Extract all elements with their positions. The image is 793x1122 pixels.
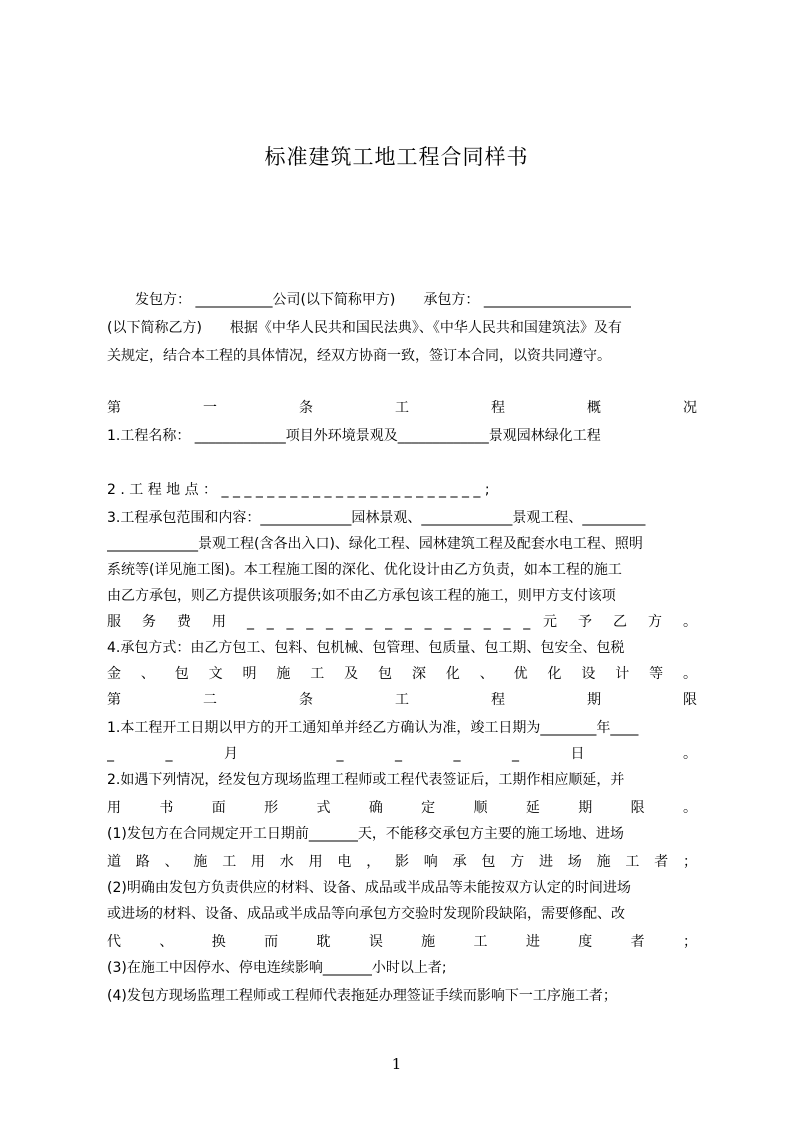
paragraph-line: 2 . 工 程 地 点 ： _ _ _ _ _ _ _ _ _ _ _ _ _ _ _ _ _ _ _ _ _ _ _ ;: [107, 482, 490, 498]
paragraph-line: _ _ 月 _ _ _ _ 日 。: [107, 746, 697, 762]
paragraph-line: 关规定，结合本工程的具体情况，经双方协商一致，签订本合同，以资共同遵守。: [107, 348, 611, 364]
paragraph-line: 金 、 包 文 明 施 工 及 包 深 化 、 优 化 设 计 等 。: [107, 666, 697, 682]
paragraph-line: 服 务 费 用 _ _ _ _ _ _ _ _ _ _ _ _ _ _ _ 元 予 乙 方 。: [107, 614, 697, 630]
paragraph-line: 道 路 、 施 工 用 水 用 电 ， 影 响 承 包 方 进 场 施 工 者 ；: [107, 854, 697, 870]
paragraph-line: 4.承包方式：由乙方包工、包料、包机械、包管理、包质量、包工期、包安全、包税: [107, 640, 625, 656]
paragraph-line: (以下简称乙方) 根据《中华人民共和国民法典》、《中华人民共和国建筑法》及有: [107, 320, 622, 336]
article-heading: 第 二 条 工 程 期 限: [107, 692, 697, 708]
paragraph-line: 代 、 换 而 耽 误 施 工 进 度 者 ；: [107, 934, 697, 950]
paragraph-line: (1)发包方在合同规定开工日期前_______天，不能移交承包方主要的施工场地、进场: [107, 826, 624, 842]
paragraph-line: 由乙方承包，则乙方提供该项服务;如不由乙方承包该工程的施工，则甲方支付该项: [107, 588, 616, 604]
document-title: 标准建筑工地工程合同样书: [264, 145, 529, 169]
paragraph-line: 2.如遇下列情况，经发包方现场监理工程师或工程代表签证后，工期作相应顺延，并: [107, 772, 625, 788]
paragraph-line: 1.工程名称： _____________项目外环境景观及_____________景观园林绿化工程: [107, 428, 601, 444]
page-number: 1: [391, 1055, 402, 1073]
paragraph-line: 用 书 面 形 式 确 定 顺 延 期 限 。: [107, 800, 697, 816]
paragraph-line: (4)发包方现场监理工程师或工程师代表拖延办理签证手续而影响下一工序施工者；: [107, 988, 617, 1004]
paragraph-line: 1.本工程开工日期以甲方的开工通知单并经乙方确认为准，竣工日期为________年____: [107, 720, 639, 736]
paragraph-line: _____________景观工程(含各出入口)、绿化工程、园林建筑工程及配套水电工程、照明: [107, 536, 643, 552]
party-line: 发包方： ___________公司(以下简称甲方) 承包方： _____________________: [107, 292, 631, 308]
paragraph-line: 或进场的材料、设备、成品或半成品等向承包方交验时发现阶段缺陷，需要修配、改: [107, 906, 625, 922]
paragraph-line: 3.工程承包范围和内容：_____________园林景观、_____________景观工程、_________: [107, 510, 646, 526]
paragraph-line: (2)明确由发包方负责供应的材料、设备、成品或半成品等未能按双方认定的时间进场: [107, 880, 631, 896]
paragraph-line: 系统等(详见施工图)。本工程施工图的深化、优化设计由乙方负责，如本工程的施工: [107, 562, 622, 578]
article-heading: 第 一 条 工 程 概 况: [107, 400, 697, 416]
paragraph-line: (3)在施工中因停水、停电连续影响_______小时以上者;: [107, 960, 447, 976]
